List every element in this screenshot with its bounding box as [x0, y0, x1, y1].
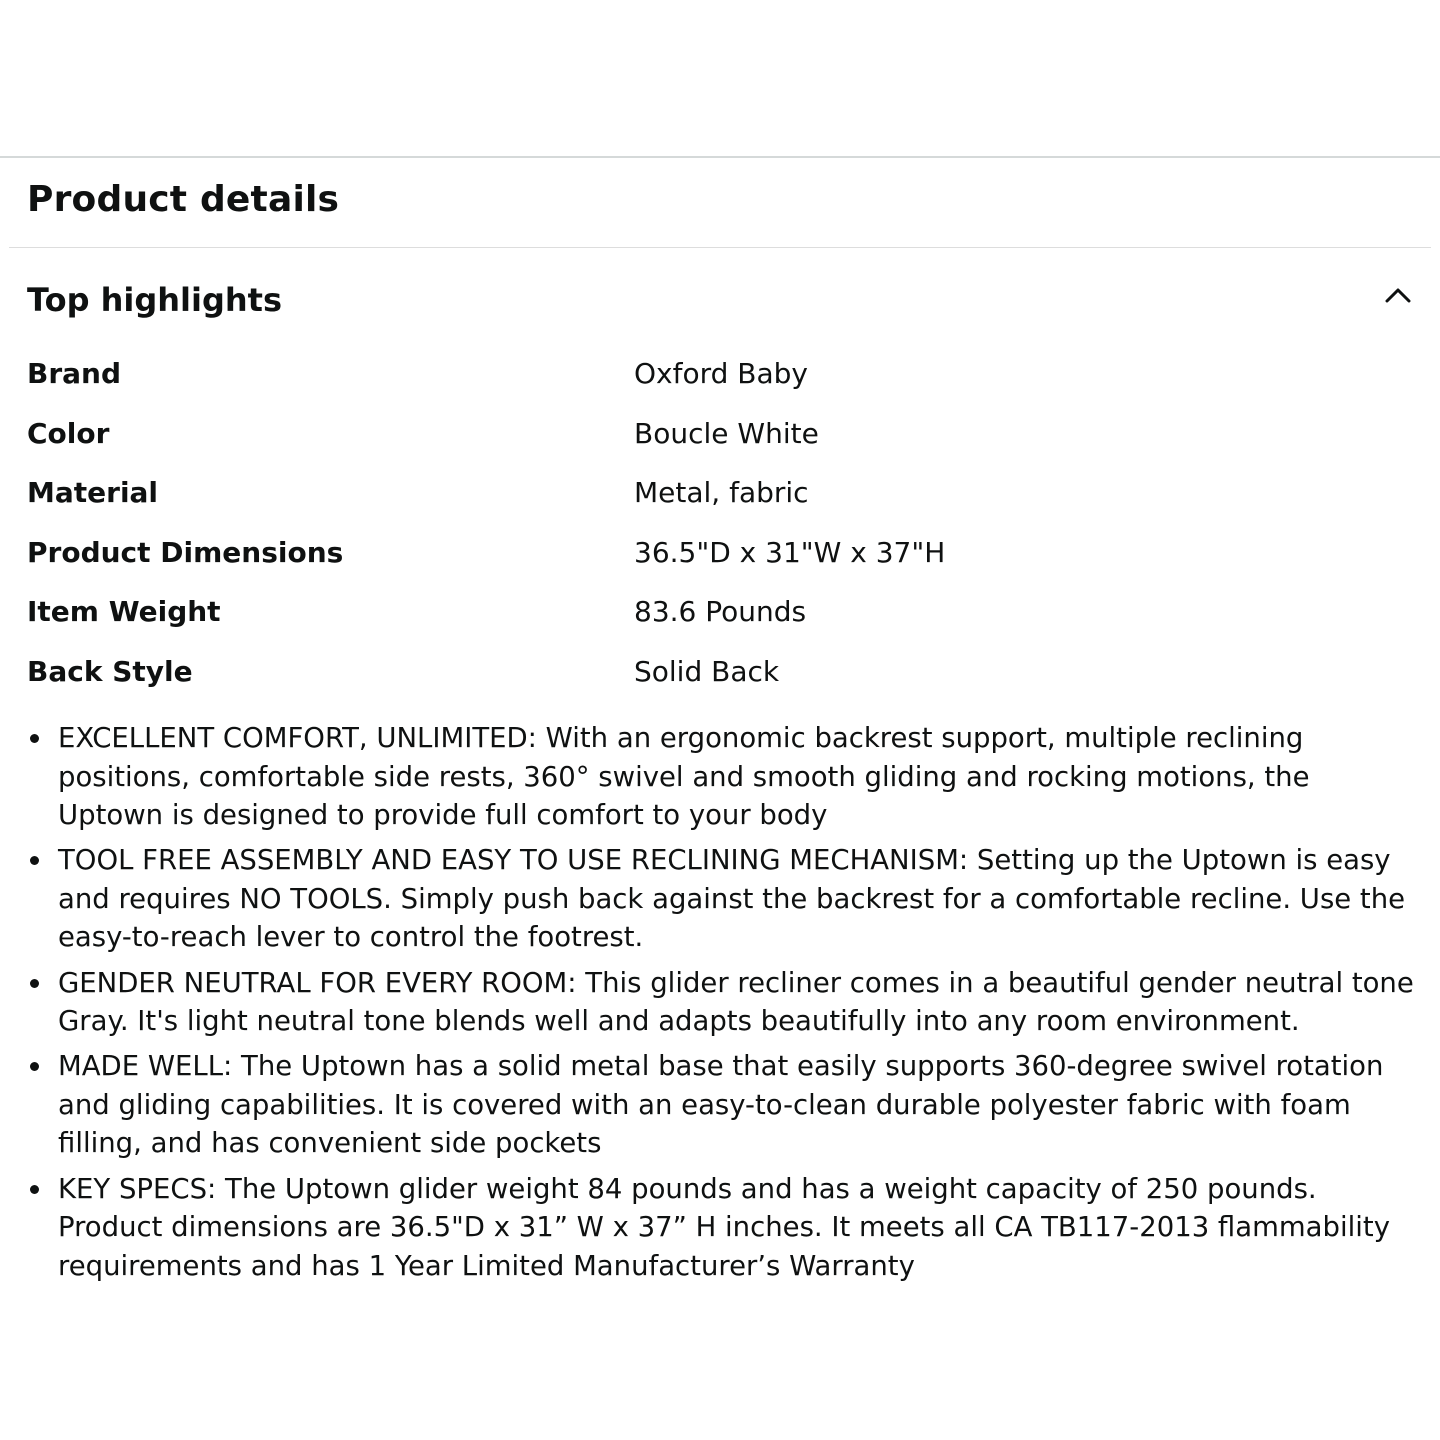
- specs-table: [27, 344, 1407, 701]
- feature-bullet: [27, 841, 1417, 957]
- feature-bullet-text: MADE WELL: The Uptown has a solid metal base that easily supports 360-degree swivel rotation and gliding capabilities. It is covered with an easy-to-clean durable polyester fabric with foam filling, and has convenient side pockets: [58, 1050, 1384, 1160]
- spec-row-material: [27, 463, 1407, 523]
- spec-label: Back Style: [27, 654, 193, 688]
- top-highlights-toggle[interactable]: [27, 274, 1413, 326]
- section-divider: [9, 247, 1431, 248]
- bullet-dot-icon: [30, 1185, 39, 1194]
- spec-value: Boucle White: [634, 416, 819, 450]
- spec-label: Color: [27, 416, 110, 450]
- spec-row-dimensions: [27, 523, 1407, 583]
- feature-bullet: [27, 719, 1417, 835]
- spec-label: Material: [27, 476, 159, 509]
- spec-row-back-style: [27, 642, 1407, 702]
- spec-label: Product Dimensions: [27, 535, 344, 569]
- feature-bullet-list: [27, 719, 1417, 1292]
- bullet-dot-icon: [30, 734, 39, 743]
- spec-value: Oxford Baby: [634, 357, 809, 390]
- spec-row-color: [27, 404, 1407, 464]
- bullet-dot-icon: [30, 979, 39, 988]
- feature-bullet: [27, 1170, 1417, 1286]
- spec-value: Metal, fabric: [634, 476, 809, 509]
- spec-value: 83.6 Pounds: [634, 595, 807, 628]
- section-title: Product details: [27, 179, 340, 220]
- spec-value: Solid Back: [634, 654, 780, 688]
- bullet-dot-icon: [30, 1062, 39, 1071]
- feature-bullet-text: KEY SPECS: The Uptown glider weight 84 pounds and has a weight capacity of 250 pounds. Product dimensions are 36.5"D x 31” W x 37” H inches. It meets all CA TB117-2013 flammability requirements and has 1 Year Limited Manufacturer’s Warranty: [58, 1172, 1390, 1282]
- feature-bullet-text: GENDER NEUTRAL FOR EVERY ROOM: This glider recliner comes in a beautiful gender neutral tone Gray. It's light neutral tone blends well and adapts beautifully into any room environment.: [58, 966, 1414, 1038]
- feature-bullet-text: EXCELLENT COMFORT, UNLIMITED: With an ergonomic backrest support, multiple reclining positions, comfortable side rests, 360° swivel and smooth gliding and rocking motions, the Uptown is designed to provide full comfort to your body: [58, 722, 1310, 832]
- spec-label: Item Weight: [27, 595, 221, 628]
- spec-row-weight: [27, 582, 1407, 642]
- spec-row-brand: [27, 344, 1407, 404]
- spec-value: 36.5"D x 31"W x 37"H: [634, 535, 946, 569]
- top-divider: [0, 156, 1440, 158]
- feature-bullet: [27, 964, 1417, 1041]
- bullet-dot-icon: [30, 856, 39, 865]
- feature-bullet: [27, 1047, 1417, 1163]
- spec-label: Brand: [27, 357, 122, 390]
- top-highlights-title: Top highlights: [27, 281, 283, 319]
- chevron-up-icon[interactable]: [1383, 280, 1413, 310]
- feature-bullet-text: TOOL FREE ASSEMBLY AND EASY TO USE RECLINING MECHANISM: Setting up the Uptown is easy and requires NO TOOLS. Simply push back against the backrest for a comfortable recline. Use the easy-to-reach lever to control the footrest.: [58, 844, 1406, 954]
